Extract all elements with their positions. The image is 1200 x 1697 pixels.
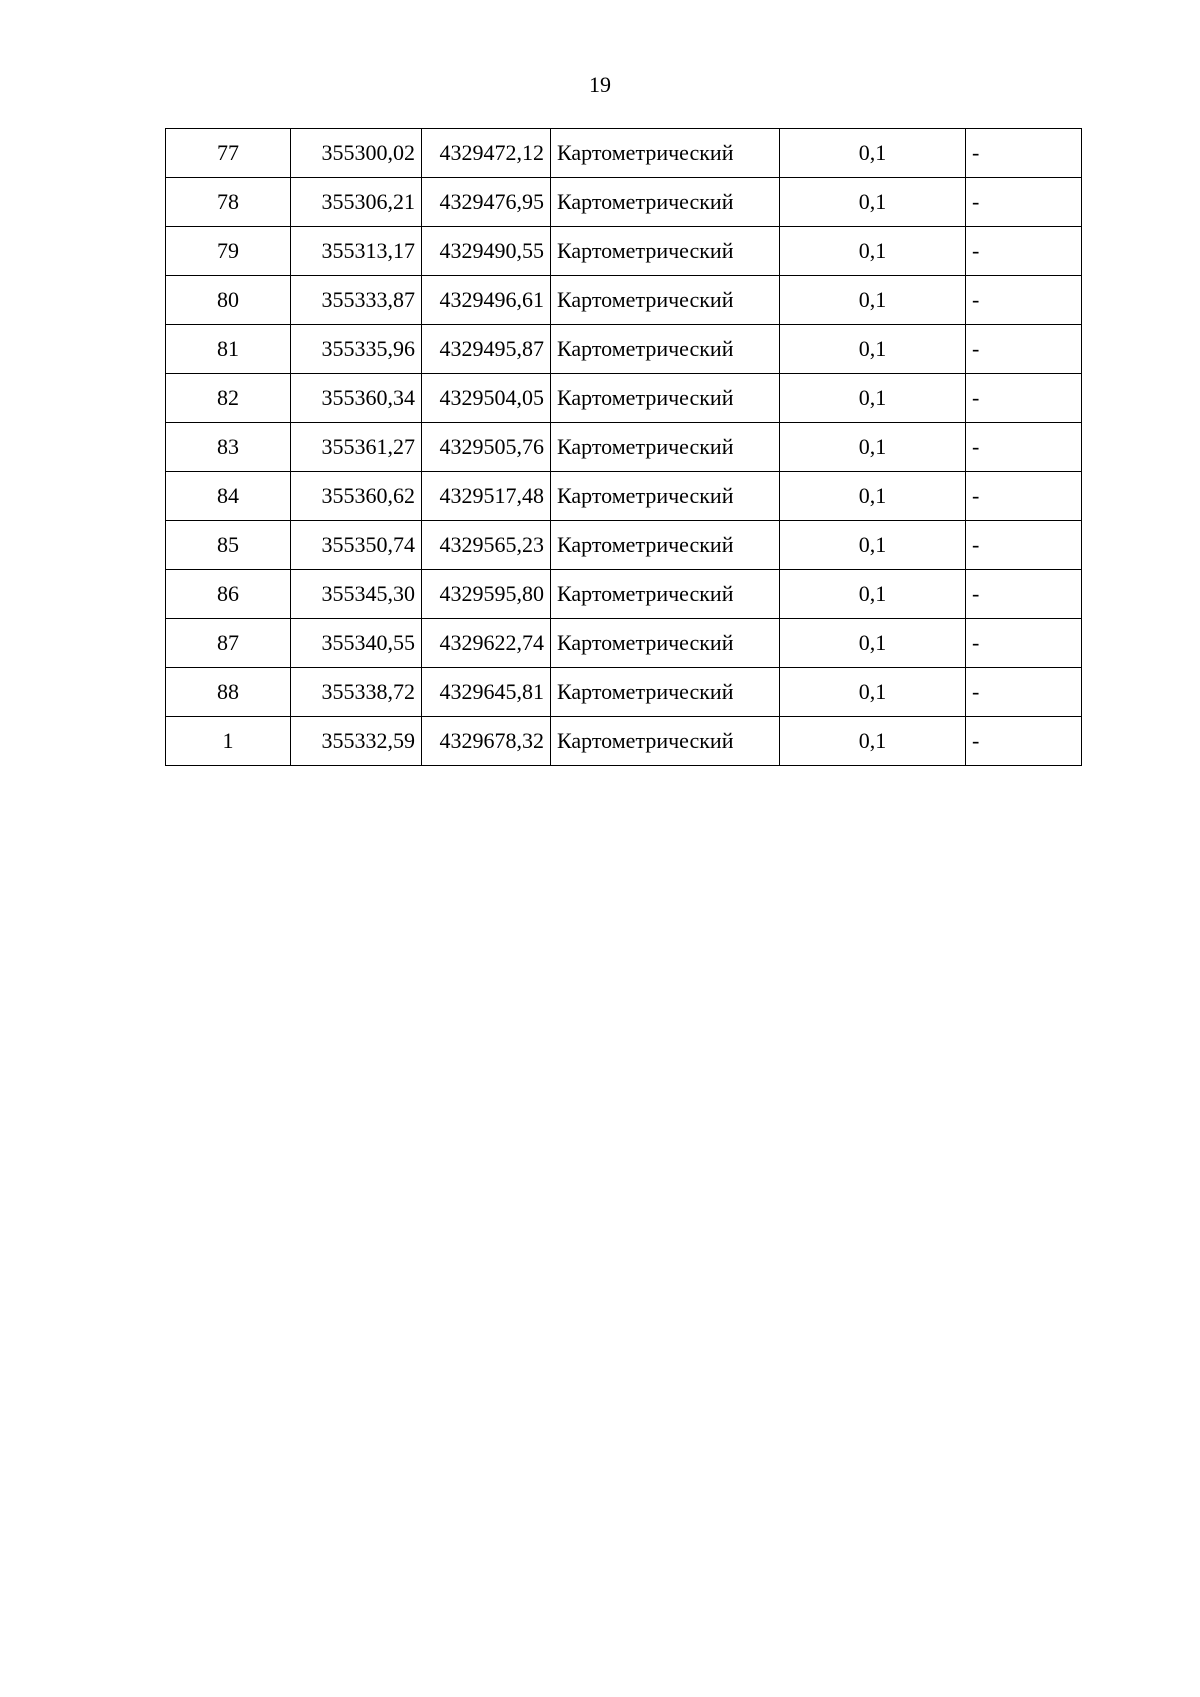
- point-number-cell: 85: [166, 521, 291, 570]
- note-cell: -: [966, 472, 1082, 521]
- note-cell: -: [966, 374, 1082, 423]
- x-coordinate-cell: 355345,30: [291, 570, 422, 619]
- method-cell: Картометрический: [551, 472, 780, 521]
- y-coordinate-cell: 4329504,05: [422, 374, 551, 423]
- note-cell: -: [966, 178, 1082, 227]
- table-row: [166, 227, 1082, 276]
- point-number-cell: 88: [166, 668, 291, 717]
- y-coordinate-cell: 4329517,48: [422, 472, 551, 521]
- note-cell: -: [966, 717, 1082, 766]
- accuracy-cell: 0,1: [780, 374, 966, 423]
- note-cell: -: [966, 129, 1082, 178]
- x-coordinate-cell: 355360,34: [291, 374, 422, 423]
- y-coordinate-cell: 4329495,87: [422, 325, 551, 374]
- method-cell: Картометрический: [551, 717, 780, 766]
- point-number-cell: 87: [166, 619, 291, 668]
- x-coordinate-cell: 355300,02: [291, 129, 422, 178]
- note-cell: -: [966, 619, 1082, 668]
- x-coordinate-cell: 355335,96: [291, 325, 422, 374]
- x-coordinate-cell: 355338,72: [291, 668, 422, 717]
- y-coordinate-cell: 4329476,95: [422, 178, 551, 227]
- accuracy-cell: 0,1: [780, 521, 966, 570]
- y-coordinate-cell: 4329565,23: [422, 521, 551, 570]
- method-cell: Картометрический: [551, 276, 780, 325]
- y-coordinate-cell: 4329496,61: [422, 276, 551, 325]
- accuracy-cell: 0,1: [780, 570, 966, 619]
- y-coordinate-cell: 4329645,81: [422, 668, 551, 717]
- coordinates-table-body: [166, 129, 1082, 766]
- x-coordinate-cell: 355350,74: [291, 521, 422, 570]
- y-coordinate-cell: 4329505,76: [422, 423, 551, 472]
- page-number: 19: [589, 72, 611, 97]
- table-row: [166, 178, 1082, 227]
- table-row: [166, 570, 1082, 619]
- note-cell: -: [966, 570, 1082, 619]
- accuracy-cell: 0,1: [780, 227, 966, 276]
- note-cell: -: [966, 423, 1082, 472]
- x-coordinate-cell: 355332,59: [291, 717, 422, 766]
- table-row: [166, 325, 1082, 374]
- coordinates-table: [165, 128, 1082, 766]
- method-cell: Картометрический: [551, 668, 780, 717]
- method-cell: Картометрический: [551, 570, 780, 619]
- accuracy-cell: 0,1: [780, 325, 966, 374]
- note-cell: -: [966, 227, 1082, 276]
- point-number-cell: 81: [166, 325, 291, 374]
- note-cell: -: [966, 668, 1082, 717]
- method-cell: Картометрический: [551, 374, 780, 423]
- point-number-cell: 83: [166, 423, 291, 472]
- accuracy-cell: 0,1: [780, 129, 966, 178]
- accuracy-cell: 0,1: [780, 717, 966, 766]
- point-number-cell: 80: [166, 276, 291, 325]
- y-coordinate-cell: 4329678,32: [422, 717, 551, 766]
- table-row: [166, 717, 1082, 766]
- table-row: [166, 374, 1082, 423]
- accuracy-cell: 0,1: [780, 276, 966, 325]
- method-cell: Картометрический: [551, 129, 780, 178]
- x-coordinate-cell: 355306,21: [291, 178, 422, 227]
- point-number-cell: 84: [166, 472, 291, 521]
- table-row: [166, 619, 1082, 668]
- point-number-cell: 79: [166, 227, 291, 276]
- note-cell: -: [966, 325, 1082, 374]
- x-coordinate-cell: 355361,27: [291, 423, 422, 472]
- y-coordinate-cell: 4329622,74: [422, 619, 551, 668]
- method-cell: Картометрический: [551, 178, 780, 227]
- table-row: [166, 276, 1082, 325]
- point-number-cell: 86: [166, 570, 291, 619]
- method-cell: Картометрический: [551, 521, 780, 570]
- y-coordinate-cell: 4329595,80: [422, 570, 551, 619]
- method-cell: Картометрический: [551, 619, 780, 668]
- table-row: [166, 423, 1082, 472]
- table-row: [166, 129, 1082, 178]
- x-coordinate-cell: 355333,87: [291, 276, 422, 325]
- point-number-cell: 1: [166, 717, 291, 766]
- accuracy-cell: 0,1: [780, 619, 966, 668]
- method-cell: Картометрический: [551, 227, 780, 276]
- method-cell: Картометрический: [551, 325, 780, 374]
- point-number-cell: 78: [166, 178, 291, 227]
- y-coordinate-cell: 4329490,55: [422, 227, 551, 276]
- y-coordinate-cell: 4329472,12: [422, 129, 551, 178]
- accuracy-cell: 0,1: [780, 668, 966, 717]
- point-number-cell: 82: [166, 374, 291, 423]
- accuracy-cell: 0,1: [780, 472, 966, 521]
- table-row: [166, 472, 1082, 521]
- note-cell: -: [966, 276, 1082, 325]
- x-coordinate-cell: 355313,17: [291, 227, 422, 276]
- x-coordinate-cell: 355340,55: [291, 619, 422, 668]
- point-number-cell: 77: [166, 129, 291, 178]
- accuracy-cell: 0,1: [780, 178, 966, 227]
- x-coordinate-cell: 355360,62: [291, 472, 422, 521]
- method-cell: Картометрический: [551, 423, 780, 472]
- note-cell: -: [966, 521, 1082, 570]
- table-row: [166, 521, 1082, 570]
- table-row: [166, 668, 1082, 717]
- accuracy-cell: 0,1: [780, 423, 966, 472]
